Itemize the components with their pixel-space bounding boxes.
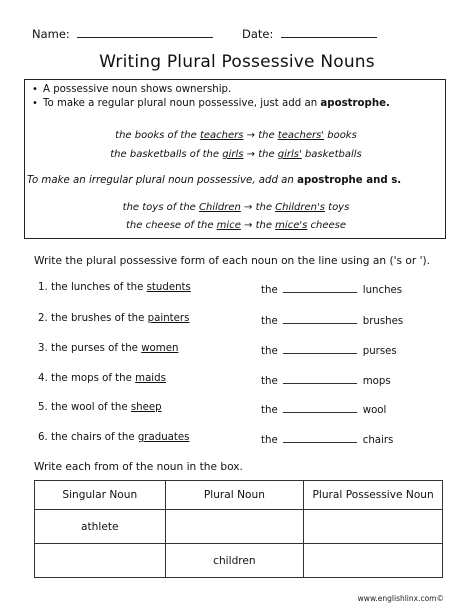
question-1: 1. the lunches of the students — [38, 282, 191, 293]
column-header-plural: Plural Noun — [165, 481, 304, 510]
answer-6[interactable]: the chairs — [261, 432, 393, 446]
answer-3[interactable]: the purses — [261, 343, 397, 357]
table-cell-plural: children — [165, 544, 304, 578]
question-6: 6. the chairs of the graduates — [38, 432, 190, 443]
irregular-example-1: the toys of the Children → the Children's toys — [122, 202, 350, 213]
date-label: Date: — [242, 27, 274, 41]
answer-blank — [283, 343, 357, 354]
answer-2[interactable]: the brushes — [261, 313, 403, 327]
table-cell-plural[interactable] — [165, 510, 304, 544]
name-label: Name: — [32, 27, 70, 41]
column-header-singular: Singular Noun — [35, 481, 166, 510]
regular-example-1: the books of the teachers → the teachers' books — [115, 130, 357, 141]
irregular-rule: To make an irregular plural noun possessive, add an apostrophe and s. — [27, 175, 402, 186]
name-line[interactable] — [77, 37, 213, 38]
bullet-2-bold: apostrophe. — [320, 98, 390, 109]
question-3: 3. the purses of the women — [38, 343, 179, 354]
answer-blank — [283, 402, 357, 413]
table-cell-plural-possessive[interactable] — [304, 544, 443, 578]
column-header-plural-possessive: Plural Possessive Noun — [304, 481, 443, 510]
noun-forms-table — [34, 480, 443, 578]
page-title: Writing Plural Possessive Nouns — [99, 52, 375, 72]
name-field — [32, 27, 213, 41]
footer-website: www.englishlinx.com© — [357, 594, 444, 603]
question-4: 4. the mops of the maids — [38, 373, 166, 384]
answer-blank — [283, 313, 357, 324]
table-row — [35, 510, 443, 544]
irregular-example-2: the cheese of the mice → the mice's cheese — [125, 220, 346, 231]
answer-blank — [283, 373, 357, 384]
question-5: 5. the wool of the sheep — [38, 402, 162, 413]
bullet-2-text: To make a regular plural noun possessive, just add an — [43, 98, 318, 109]
answer-5[interactable]: the wool — [261, 402, 386, 416]
table-header-row — [35, 481, 443, 510]
date-field — [242, 27, 377, 41]
table-row — [35, 544, 443, 578]
table-cell-singular[interactable] — [35, 544, 166, 578]
answer-4[interactable]: the mops — [261, 373, 391, 387]
exercise-2-instruction: Write each from of the noun in the box. — [34, 461, 243, 473]
exercise-1-instruction: Write the plural possessive form of each noun on the line using an ('s or '). — [34, 255, 430, 267]
bullet-dot-icon: • — [32, 84, 38, 95]
regular-example-2: the basketballs of the girls → the girls' basketballs — [110, 149, 362, 160]
answer-1[interactable]: the lunches — [261, 282, 402, 296]
answer-blank — [283, 282, 357, 293]
bullet-dot-icon: • — [32, 98, 38, 109]
rules-box — [24, 79, 446, 239]
date-line[interactable] — [281, 37, 377, 38]
question-2: 2. the brushes of the painters — [38, 313, 190, 324]
bullet-1-text: A possessive noun shows ownership. — [43, 84, 232, 95]
table-cell-plural-possessive[interactable] — [304, 510, 443, 544]
table-cell-singular: athlete — [35, 510, 166, 544]
answer-blank — [283, 432, 357, 443]
